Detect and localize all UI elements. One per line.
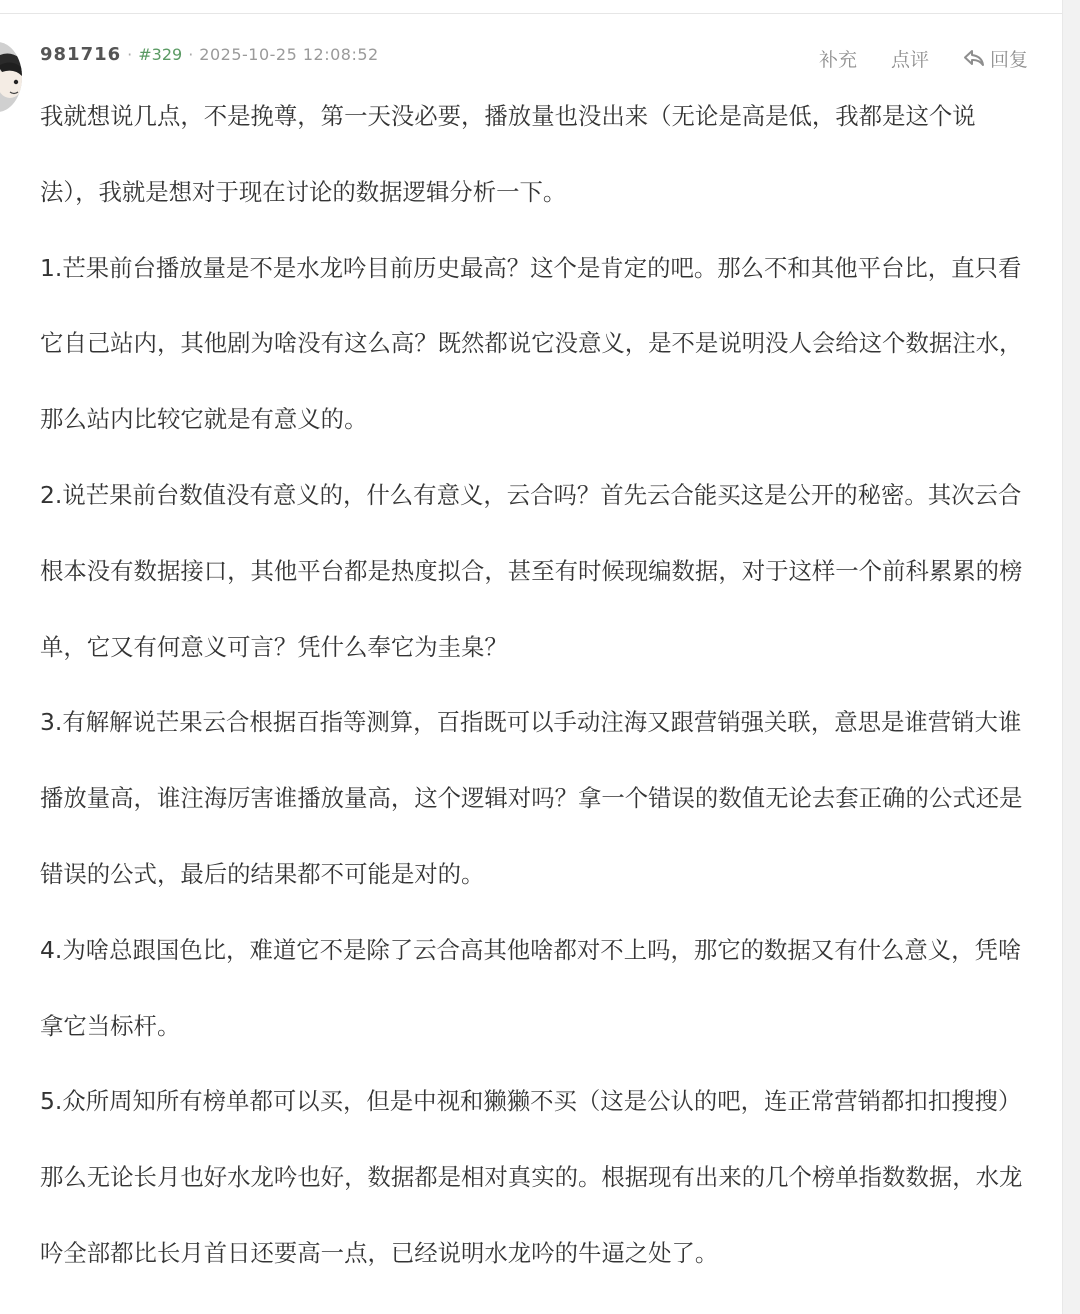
meta-separator: · (127, 44, 133, 64)
post-timestamp: 2025-10-25 12:08:52 (199, 44, 379, 64)
meta-separator: · (188, 44, 194, 64)
post-paragraph: 5.众所周知所有榜单都可以买，但是中视和獭獭不买（这是公认的吧，连正常营销都扣扣搜搜）那么无论长月也好水龙吟也好，数据都是相对真实的。根据现有出来的几个榜单指数数据，水龙吟全部都比长月首日还要高一点，已经说明水龙吟的牛逼之处了。 (40, 1087, 1023, 1267)
post-actions (785, 44, 1028, 72)
reply-button[interactable] (963, 45, 1028, 72)
post-paragraph: 4.为啥总跟国色比，难道它不是除了云合高其他啥都对不上吗，那它的数据又有什么意义，凭啥拿它当标杆。 (40, 935, 1022, 1040)
scrollbar-track[interactable] (1062, 0, 1080, 1314)
comment-button[interactable] (891, 45, 929, 72)
username[interactable]: 981716 (40, 43, 122, 65)
top-divider (0, 13, 1062, 14)
avatar-image (0, 42, 22, 112)
floor-number[interactable]: #329 (138, 44, 183, 64)
post-paragraph: 我就想说几点，不是挽尊，第一天没必要，播放量也没出来（无论是高是低，我都是这个说法），我就是想对于现在讨论的数据逻辑分析一下。 (40, 102, 976, 206)
post-paragraph: 1.芒果前台播放量是不是水龙吟目前历史最高？这个是肯定的吧。那么不和其他平台比，直只看它自己站内，其他剧为啥没有这么高？既然都说它没意义，是不是说明没人会给这个数据注水，那么站内比较它就是有意义的。 (40, 253, 1023, 434)
supplement-button[interactable] (819, 45, 857, 72)
avatar[interactable] (0, 42, 22, 112)
reply-arrow-icon (963, 49, 985, 67)
reply-label: 回复 (989, 48, 1028, 71)
post-content (40, 79, 1030, 1292)
post-paragraph: 2.说芒果前台数值没有意义的，什么有意义，云合吗？首先云合能买这是公开的秘密。其次云合根本没有数据接口，其他平台都是热度拟合，甚至有时候现编数据，对于这样一个前科累累的榜单，它又有何意义可言？凭什么奉它为圭臬？ (40, 480, 1023, 661)
supplement-label: 补充 (818, 48, 857, 71)
comment-label: 点评 (890, 48, 929, 71)
post-meta (40, 42, 379, 66)
post-paragraph: 3.有解解说芒果云合根据百指等测算，百指既可以手动注海又跟营销强关联，意思是谁营销大谁播放量高，谁注海厉害谁播放量高，这个逻辑对吗？拿一个错误的数值无论去套正确的公式还是错误的公式，最后的结果都不可能是对的。 (40, 708, 1023, 888)
